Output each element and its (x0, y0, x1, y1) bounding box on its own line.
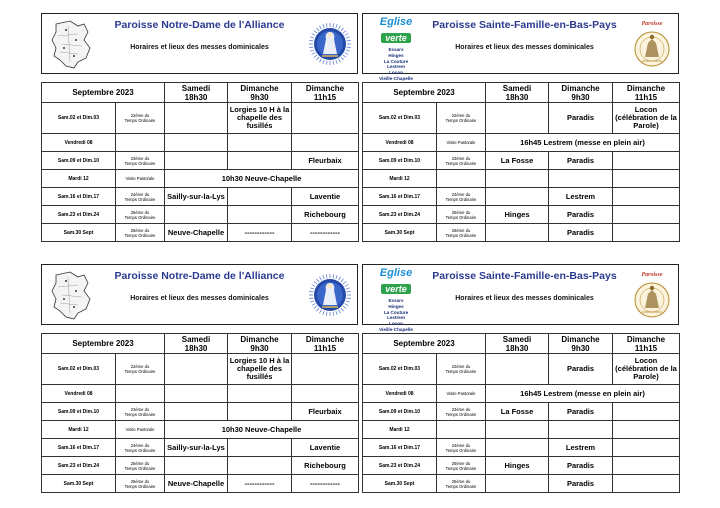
table-header-row (42, 334, 359, 354)
schedule-table (362, 82, 680, 242)
sunday-1115-mass-location (292, 134, 359, 152)
row-liturgical-week: 24ème du Temps Ordinaire (437, 188, 486, 206)
row-date: Sam.23 et Dim.24 (363, 457, 437, 475)
table-row (363, 206, 680, 224)
schedule-table (362, 333, 680, 493)
sunday-930-mass-location (228, 385, 292, 403)
row-date: Sam.16 et Dim.17 (363, 439, 437, 457)
table-row (363, 134, 680, 152)
card-header (41, 264, 358, 325)
sunday-930-mass-location: Paradis (549, 152, 613, 170)
sunday-930-mass-location (549, 170, 613, 188)
table-row (363, 403, 680, 421)
schedule-subtitle: Horaires et lieux des messes dominicales (455, 295, 594, 302)
sunday-1115-mass-location: Locon (célébration de la Parole) (613, 103, 680, 134)
row-date: Sam.23 et Dim.24 (363, 206, 437, 224)
table-row (363, 439, 680, 457)
row-liturgical-week: 26ème du Temps Ordinaire (437, 475, 486, 493)
table-row (363, 421, 680, 439)
logo-word-verte: verte (381, 284, 411, 294)
row-liturgical-week: 22ème du Temps Ordinaire (437, 103, 486, 134)
saturday-header: Samedi 18h30 (486, 83, 549, 103)
row-date: Vendredi 08 (363, 134, 437, 152)
row-date: Sam.30 Sept (42, 475, 116, 493)
sainte-famille-schedule-card (362, 13, 679, 238)
row-date: Mardi 12 (42, 421, 116, 439)
notre-dame-schedule-card (41, 264, 358, 489)
schedule-table (41, 333, 359, 493)
saturday-mass-location (165, 354, 228, 385)
sunday-930-header: Dimanche 9h30 (228, 334, 292, 354)
saturday-mass-location: La Fosse (486, 403, 549, 421)
parish-title: Paroisse Sainte-Famille-en-Bas-Pays (432, 270, 617, 282)
table-row (42, 206, 359, 224)
row-liturgical-week: 25ème du Temps Ordinaire (116, 457, 165, 475)
logo-town: Hinges (388, 52, 404, 58)
sunday-1115-header: Dimanche 11h15 (292, 83, 359, 103)
row-date: Sam.09 et Dim.10 (42, 152, 116, 170)
row-date: Sam.02 et Dim.03 (42, 103, 116, 134)
row-liturgical-week: 23ème du Temps Ordinaire (437, 403, 486, 421)
sunday-930-mass-location (228, 206, 292, 224)
saturday-mass-location: Sailly-sur-la-Lys (165, 188, 228, 206)
logo-word-eglise: Eglise (379, 267, 413, 279)
sunday-930-mass-location (228, 457, 292, 475)
saturday-mass-location: Sailly-sur-la-Lys (165, 439, 228, 457)
sunday-1115-mass-location (292, 385, 359, 403)
row-date: Vendredi 08 (42, 134, 116, 152)
notre-dame-schedule-card (41, 13, 358, 238)
table-row (363, 457, 680, 475)
saturday-mass-location: Hinges (486, 457, 549, 475)
table-row (363, 188, 680, 206)
schedule-table (41, 82, 359, 242)
table-row (363, 354, 680, 385)
card-header (41, 13, 358, 74)
sunday-930-mass-location: Paradis (549, 224, 613, 242)
table-row (42, 188, 359, 206)
sunday-930-mass-location: Paradis (549, 457, 613, 475)
logo-town-list (367, 298, 425, 333)
saturday-mass-location (165, 103, 228, 134)
saturday-mass-location (486, 188, 549, 206)
table-row (42, 354, 359, 385)
sunday-1115-mass-location: ------------ (292, 224, 359, 242)
sunday-1115-header: Dimanche 11h15 (613, 334, 680, 354)
sunday-1115-mass-location (613, 170, 680, 188)
row-liturgical-week: Visite Pastorale (437, 385, 486, 403)
saturday-mass-location (165, 206, 228, 224)
logo-town: Hinges (388, 303, 404, 309)
row-date: Mardi 12 (363, 170, 437, 188)
row-liturgical-week: 26ème du Temps Ordinaire (116, 475, 165, 493)
sunday-930-mass-location: Lorgies 10 H à la chapelle des fusillés (228, 354, 292, 385)
logo-town: Lestrem (387, 64, 405, 70)
table-header-row (42, 83, 359, 103)
row-date: Sam.16 et Dim.17 (363, 188, 437, 206)
table-row (363, 385, 680, 403)
sunday-1115-mass-location (613, 152, 680, 170)
saturday-header: Samedi 18h30 (165, 83, 228, 103)
table-header-row (363, 334, 680, 354)
table-row (42, 224, 359, 242)
saturday-mass-location (165, 403, 228, 421)
parish-title: Paroisse Notre-Dame de l'Alliance (114, 270, 285, 282)
parish-title: Paroisse Sainte-Famille-en-Bas-Pays (432, 19, 617, 31)
sunday-930-mass-location: Paradis (549, 354, 613, 385)
logo-town: Locon (389, 321, 403, 327)
sunday-1115-mass-location: Richebourg (292, 206, 359, 224)
row-merged-event: 10h30 Neuve-Chapelle (165, 421, 359, 439)
sunday-1115-header: Dimanche 11h15 (613, 83, 680, 103)
row-liturgical-week: 25ème du Temps Ordinaire (437, 206, 486, 224)
row-liturgical-week: 22ème du Temps Ordinaire (116, 354, 165, 385)
row-date: Sam.23 et Dim.24 (42, 206, 116, 224)
parish-title: Paroisse Notre-Dame de l'Alliance (114, 19, 285, 31)
sunday-1115-header: Dimanche 11h15 (292, 334, 359, 354)
row-date: Sam.30 Sept (42, 224, 116, 242)
row-liturgical-week: 26ème du Temps Ordinaire (116, 224, 165, 242)
saturday-header: Samedi 18h30 (486, 334, 549, 354)
sunday-1115-mass-location (613, 457, 680, 475)
table-row (363, 224, 680, 242)
sunday-1115-mass-location (292, 354, 359, 385)
row-liturgical-week (116, 134, 165, 152)
saturday-mass-location (165, 385, 228, 403)
row-liturgical-week: 22ème du Temps Ordinaire (116, 103, 165, 134)
saturday-mass-location (165, 152, 228, 170)
sunday-930-mass-location (228, 439, 292, 457)
row-liturgical-week: 23ème du Temps Ordinaire (437, 152, 486, 170)
sunday-930-mass-location: Paradis (549, 403, 613, 421)
table-row (42, 152, 359, 170)
row-merged-event: 10h30 Neuve-Chapelle (165, 170, 359, 188)
saturday-mass-location (165, 457, 228, 475)
sunday-930-mass-location: ------------ (228, 475, 292, 493)
saturday-mass-location: Neuve-Chapelle (165, 224, 228, 242)
table-row (42, 134, 359, 152)
row-liturgical-week: Visite Pastorale (116, 170, 165, 188)
sunday-1115-mass-location (613, 188, 680, 206)
sunday-1115-mass-location: Fleurbaix (292, 403, 359, 421)
sunday-1115-mass-location (613, 475, 680, 493)
sunday-1115-mass-location: Laventie (292, 188, 359, 206)
row-liturgical-week: 22ème du Temps Ordinaire (437, 354, 486, 385)
sunday-930-mass-location: Paradis (549, 103, 613, 134)
row-date: Sam.30 Sept (363, 224, 437, 242)
schedule-subtitle: Horaires et lieux des messes dominicales (130, 44, 269, 51)
table-row (42, 421, 359, 439)
schedule-subtitle: Horaires et lieux des messes dominicales (455, 44, 594, 51)
logo-town: La Couture (383, 309, 409, 315)
row-liturgical-week: 26ème du Temps Ordinaire (437, 224, 486, 242)
table-row (42, 103, 359, 134)
sunday-930-mass-location (228, 152, 292, 170)
row-liturgical-week (437, 170, 486, 188)
table-row (363, 152, 680, 170)
sunday-1115-mass-location (292, 103, 359, 134)
row-liturgical-week (437, 421, 486, 439)
saturday-mass-location (486, 224, 549, 242)
month-header: Septembre 2023 (42, 83, 165, 103)
table-row (363, 103, 680, 134)
row-date: Sam.16 et Dim.17 (42, 439, 116, 457)
row-liturgical-week: Visite Pastorale (116, 421, 165, 439)
saturday-mass-location (165, 134, 228, 152)
row-date: Sam.23 et Dim.24 (42, 457, 116, 475)
sunday-1115-mass-location (613, 439, 680, 457)
saturday-mass-location (486, 354, 549, 385)
sainte-famille-schedule-card (362, 264, 679, 489)
table-row (42, 475, 359, 493)
card-header (362, 264, 679, 332)
sunday-930-header: Dimanche 9h30 (228, 83, 292, 103)
saturday-mass-location: Hinges (486, 206, 549, 224)
logo-town: Lestrem (387, 315, 405, 321)
logo-town-list (367, 47, 425, 82)
row-date: Sam.09 et Dim.10 (363, 403, 437, 421)
row-date: Sam.02 et Dim.03 (363, 103, 437, 134)
logo-word-eglise: Eglise (379, 16, 413, 28)
sunday-930-header: Dimanche 9h30 (549, 83, 613, 103)
saturday-header: Samedi 18h30 (165, 334, 228, 354)
saturday-mass-location (486, 421, 549, 439)
logo-town: La Couture (383, 58, 409, 64)
row-liturgical-week: 25ème du Temps Ordinaire (437, 457, 486, 475)
row-liturgical-week: Visite Pastorale (437, 134, 486, 152)
logo-word-verte: verte (381, 33, 411, 43)
saturday-mass-location (486, 439, 549, 457)
row-liturgical-week: 23ème du Temps Ordinaire (116, 152, 165, 170)
sunday-1115-mass-location: Fleurbaix (292, 152, 359, 170)
logo-town: Vieille-Chapelle (379, 75, 413, 81)
row-liturgical-week: 24ème du Temps Ordinaire (437, 439, 486, 457)
sunday-930-header: Dimanche 9h30 (549, 334, 613, 354)
sunday-930-mass-location (228, 134, 292, 152)
sunday-1115-mass-location: ------------ (292, 475, 359, 493)
row-date: Sam.30 Sept (363, 475, 437, 493)
svg-text:Paroisse: Paroisse (641, 272, 663, 278)
table-row (363, 475, 680, 493)
month-header: Septembre 2023 (42, 334, 165, 354)
sunday-1115-mass-location (613, 206, 680, 224)
logo-town: Vieille-Chapelle (379, 326, 413, 332)
table-row (42, 385, 359, 403)
sunday-1115-mass-location (613, 403, 680, 421)
sunday-1115-mass-location (613, 224, 680, 242)
sunday-1115-mass-location (613, 421, 680, 439)
sunday-930-mass-location (228, 403, 292, 421)
table-row (363, 170, 680, 188)
schedule-subtitle: Horaires et lieux des messes dominicales (130, 295, 269, 302)
row-liturgical-week: 23ème du Temps Ordinaire (116, 403, 165, 421)
row-date: Sam.16 et Dim.17 (42, 188, 116, 206)
table-row (42, 170, 359, 188)
row-date: Sam.09 et Dim.10 (363, 152, 437, 170)
saturday-mass-location: La Fosse (486, 152, 549, 170)
saturday-mass-location (486, 103, 549, 134)
sunday-930-mass-location: ------------ (228, 224, 292, 242)
month-header: Septembre 2023 (363, 83, 486, 103)
saturday-mass-location (486, 170, 549, 188)
svg-text:Paroisse: Paroisse (641, 21, 663, 27)
sunday-930-mass-location: Lorgies 10 H à la chapelle des fusillés (228, 103, 292, 134)
table-row (42, 439, 359, 457)
row-date: Vendredi 08 (363, 385, 437, 403)
row-date: Mardi 12 (42, 170, 116, 188)
card-header (362, 13, 679, 81)
table-header-row (363, 83, 680, 103)
row-liturgical-week: 24ème du Temps Ordinaire (116, 188, 165, 206)
sunday-930-mass-location: Lestrem (549, 188, 613, 206)
saturday-mass-location (486, 475, 549, 493)
row-merged-event: 16h45 Lestrem (messe en plein air) (486, 134, 680, 152)
month-header: Septembre 2023 (363, 334, 486, 354)
logo-town: Locon (389, 70, 403, 76)
row-date: Sam.02 et Dim.03 (363, 354, 437, 385)
sunday-1115-mass-location: Richebourg (292, 457, 359, 475)
sunday-1115-mass-location: Locon (célébration de la Parole) (613, 354, 680, 385)
table-row (42, 403, 359, 421)
sunday-930-mass-location (549, 421, 613, 439)
row-liturgical-week: 24ème du Temps Ordinaire (116, 439, 165, 457)
row-date: Vendredi 08 (42, 385, 116, 403)
logo-town: Essars (388, 298, 404, 303)
sunday-930-mass-location: Paradis (549, 475, 613, 493)
sunday-930-mass-location: Lestrem (549, 439, 613, 457)
row-date: Mardi 12 (363, 421, 437, 439)
row-date: Sam.09 et Dim.10 (42, 403, 116, 421)
table-row (42, 457, 359, 475)
row-merged-event: 16h45 Lestrem (messe en plein air) (486, 385, 680, 403)
sunday-930-mass-location: Paradis (549, 206, 613, 224)
sunday-930-mass-location (228, 188, 292, 206)
saturday-mass-location: Neuve-Chapelle (165, 475, 228, 493)
row-liturgical-week (116, 385, 165, 403)
row-date: Sam.02 et Dim.03 (42, 354, 116, 385)
row-liturgical-week: 25ème du Temps Ordinaire (116, 206, 165, 224)
logo-town: Essars (388, 47, 404, 52)
sunday-1115-mass-location: Laventie (292, 439, 359, 457)
